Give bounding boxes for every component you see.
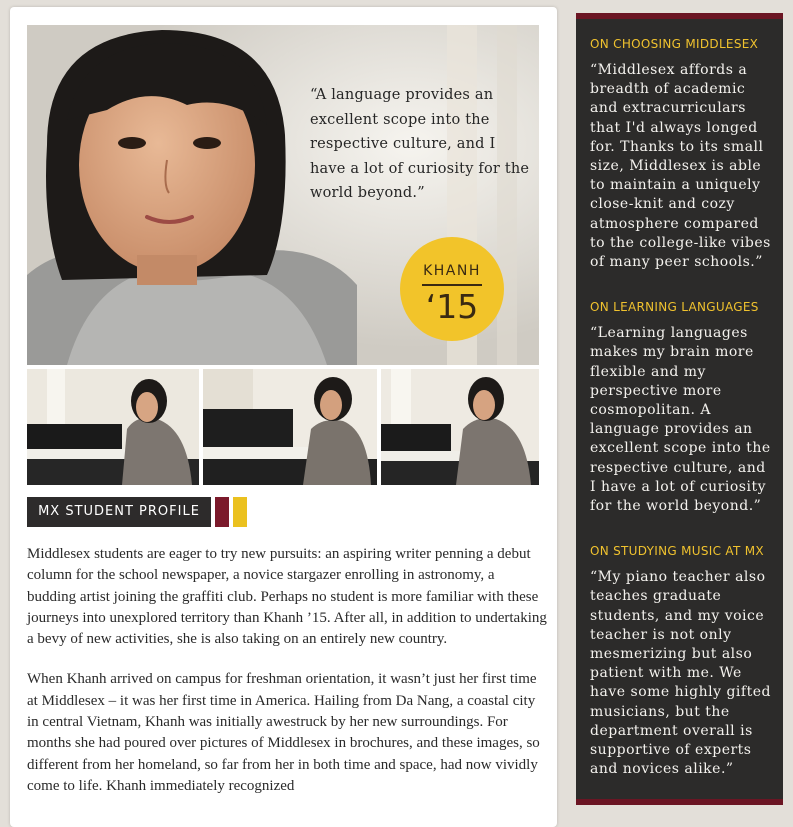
sidebar-heading-music: ON STUDYING MUSIC AT MX bbox=[590, 544, 764, 559]
sidebar-heading-choosing: ON CHOOSING MIDDLESEX bbox=[590, 37, 759, 51]
article-body bbox=[27, 544, 547, 816]
sidebar-quote-choosing: “Middlesex affords a breadth of academic and extracurriculars that I'd always longed for. Thanks to its small size, Middlesex is able to maintain a uniquely close-knit and cozy atmosphere compared to the college-like vibes of many peer schools.” bbox=[590, 62, 771, 271]
profile-card bbox=[10, 7, 557, 827]
thumbnail-piano-3[interactable] bbox=[381, 369, 539, 485]
hero-photo bbox=[27, 25, 539, 365]
class-year-badge bbox=[400, 237, 504, 341]
thumbnail-strip bbox=[27, 369, 539, 485]
sidebar-quote-languages: “Learning languages makes my brain more flexible and my perspective more cosmopolitan. A language provides an excellent scope into the respective culture, and I have a lot of curiosity for the world beyond.” bbox=[590, 325, 771, 515]
thumbnail-piano-1[interactable] bbox=[27, 369, 199, 485]
piano-photo bbox=[203, 369, 377, 485]
sidebar-heading-languages: ON LEARNING LANGUAGES bbox=[590, 300, 759, 315]
sidebar-quote-music: “My piano teacher also teaches graduate students, and my voice teacher is not only mesmerizing but also patient with me. We have some highly gifted musicians, but the department overall is supportive of experts and novices alike.” bbox=[590, 569, 771, 778]
article-paragraph-1: Middlesex students are eager to try new pursuits: an aspiring writer penning a debut column for the school newspaper, a novice stargazer enrolling in astronomy, a budding artist joining the graffiti club. Perhaps no student is more familiar with these journeys into unexplored territory than Khanh ’15. After all, in addition to undertaking a bevy of new activities, she is also taking on an entirely new country. bbox=[27, 546, 547, 648]
piano-photo bbox=[27, 369, 199, 485]
hero-quote: “A language provides an excellent scope into the respective culture, and I have a lot of curiosity for the world beyond.” bbox=[310, 87, 530, 201]
piano-photo bbox=[381, 369, 539, 485]
thumbnail-piano-2[interactable] bbox=[203, 369, 377, 485]
quote-sidebar bbox=[576, 13, 783, 805]
badge-name: KHANH bbox=[423, 263, 481, 279]
badge-year: ‘15 bbox=[425, 287, 479, 326]
maroon-swatch bbox=[215, 497, 229, 527]
article-paragraph-2: When Khanh arrived on campus for freshman orientation, it wasn’t just her first time at Middlesex – it was her first time in America. Hailing from Da Nang, a coastal city in central Vietnam, Khanh was initially awestruck by her new surroundings. For months she had poured over pictures of Middlesex in brochures, and these images, so different from her homeland, so far from her in both time and space, had now vividly come to life. Khanh immediately recognized bbox=[27, 671, 540, 794]
badge-divider bbox=[422, 284, 482, 286]
profile-label: MX STUDENT PROFILE bbox=[27, 497, 211, 527]
gold-swatch bbox=[233, 497, 247, 527]
